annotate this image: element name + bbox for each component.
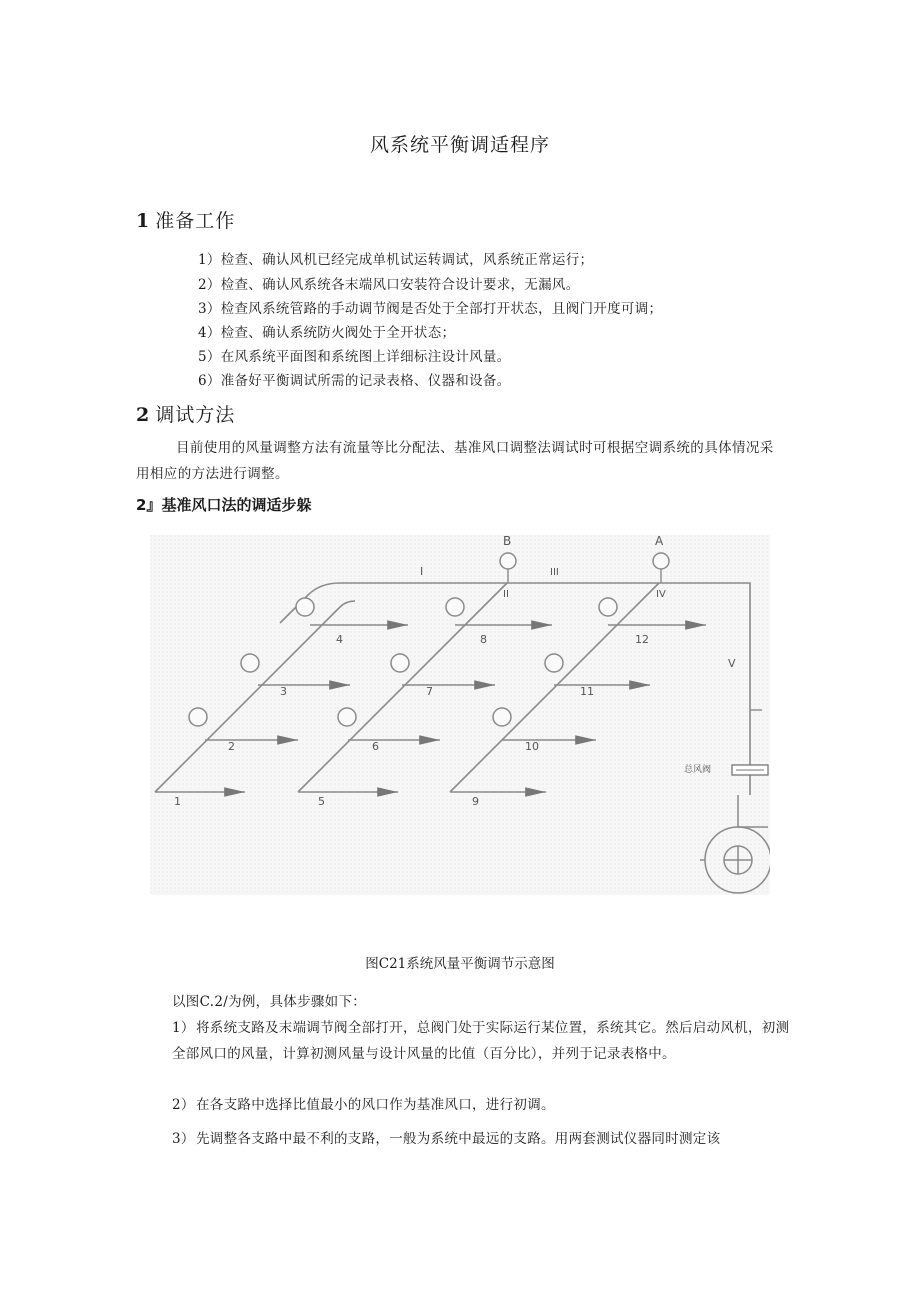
section-2-heading: [136, 400, 235, 427]
step-1: [172, 1015, 792, 1067]
prep-item-1: 1）检查、确认风机已经完成单机试运转调试，风系统正常运行；: [198, 252, 594, 268]
step-2-number: 2）: [172, 1097, 195, 1113]
diffuser-2: [189, 708, 207, 726]
diffuser-12: [599, 598, 617, 616]
prep-item-6: 6）准备好平衡调试所需的记录表格、仪器和设备。: [198, 373, 511, 389]
diffuser-6: [338, 708, 356, 726]
prep-item-3: 3）检查风系统管路的手动调节阀是否处于全部打开状态，且阀门开度可调；: [198, 301, 663, 317]
outlet-label-2: 2: [228, 740, 235, 753]
section-1-title: 准备工作: [155, 210, 236, 232]
outlet-label-12: 12: [635, 633, 649, 646]
step-1-number: 1）: [172, 1020, 195, 1036]
label-section-ii: II: [503, 589, 509, 600]
step-2: [172, 1092, 792, 1118]
label-section-i: I: [420, 565, 424, 578]
section-2-number: 2: [136, 404, 150, 426]
step-1-text: 将系统支路及末端调节阀全部打开，总阀门处于实际运行某位置，系统其它。然后启动风机，初测全部风口的风量，计算初测风量与设计风量的比值（百分比），并列于记录表格中。: [172, 1020, 790, 1062]
prep-item-5: 5）在风系统平面图和系统图上详细标注设计风量。: [198, 349, 511, 365]
section-1-number: 1: [136, 210, 150, 232]
label-section-v: V: [728, 657, 736, 670]
diffuser-7: [391, 654, 409, 672]
prep-item-4: 4）检查、确认系统防火阀处于全开状态；: [198, 325, 456, 341]
label-section-iii: III: [550, 567, 559, 578]
measure-point-a: [653, 553, 669, 569]
air-system-diagram: [150, 535, 770, 895]
figure-caption: 图C21系统风量平衡调节示意图: [365, 956, 555, 972]
outlet-label-6: 6: [372, 740, 379, 753]
outlet-label-5: 5: [318, 795, 325, 808]
subsection-title: 基准风口法的调适步躲: [161, 496, 312, 514]
diffuser-4: [296, 598, 314, 616]
outlet-label-8: 8: [480, 633, 487, 646]
diffuser-8: [446, 598, 464, 616]
outlet-label-9: 9: [472, 795, 479, 808]
steps-intro: 以图C.2/为例，具体步骤如下：: [172, 994, 367, 1010]
label-section-iv: IV: [656, 589, 666, 600]
outlet-label-4: 4: [336, 633, 343, 646]
label-damper: 总风阀: [684, 765, 712, 775]
page-title: 风系统平衡调适程序: [369, 134, 550, 156]
label-b: B: [503, 535, 512, 548]
step-3-text: 先调整各支路中最不利的支路，一般为系统中最远的支路。用两套测试仪器同时测定该: [196, 1131, 721, 1147]
outlet-label-3: 3: [280, 685, 287, 698]
subsection-number: 2』: [136, 496, 162, 514]
step-3: [172, 1126, 792, 1152]
section-1-heading: [136, 206, 235, 233]
method-paragraph: 目前使用的风量调整方法有流量等比分配法、基准风口调整法调试时可根据空调系统的具体情况采用相应的方法进行调整。: [136, 440, 774, 482]
outlet-label-11: 11: [580, 685, 594, 698]
diffuser-11: [545, 654, 563, 672]
outlet-label-10: 10: [525, 740, 539, 753]
section-2-title: 调试方法: [155, 404, 236, 426]
diagram-background: [150, 535, 770, 895]
prep-item-2: 2）检查、确认风系统各末端风口安装符合设计要求，无漏风。: [198, 277, 580, 293]
step-2-text: 在各支路中选择比值最小的风口作为基准风口，进行初调。: [196, 1097, 555, 1113]
diffuser-3: [241, 654, 259, 672]
outlet-label-1: 1: [174, 795, 181, 808]
label-a: A: [655, 535, 664, 548]
diffuser-10: [493, 708, 511, 726]
measure-point-b: [500, 553, 516, 569]
outlet-label-7: 7: [426, 685, 433, 698]
step-3-number: 3）: [172, 1131, 195, 1147]
subsection-heading: [136, 494, 311, 515]
